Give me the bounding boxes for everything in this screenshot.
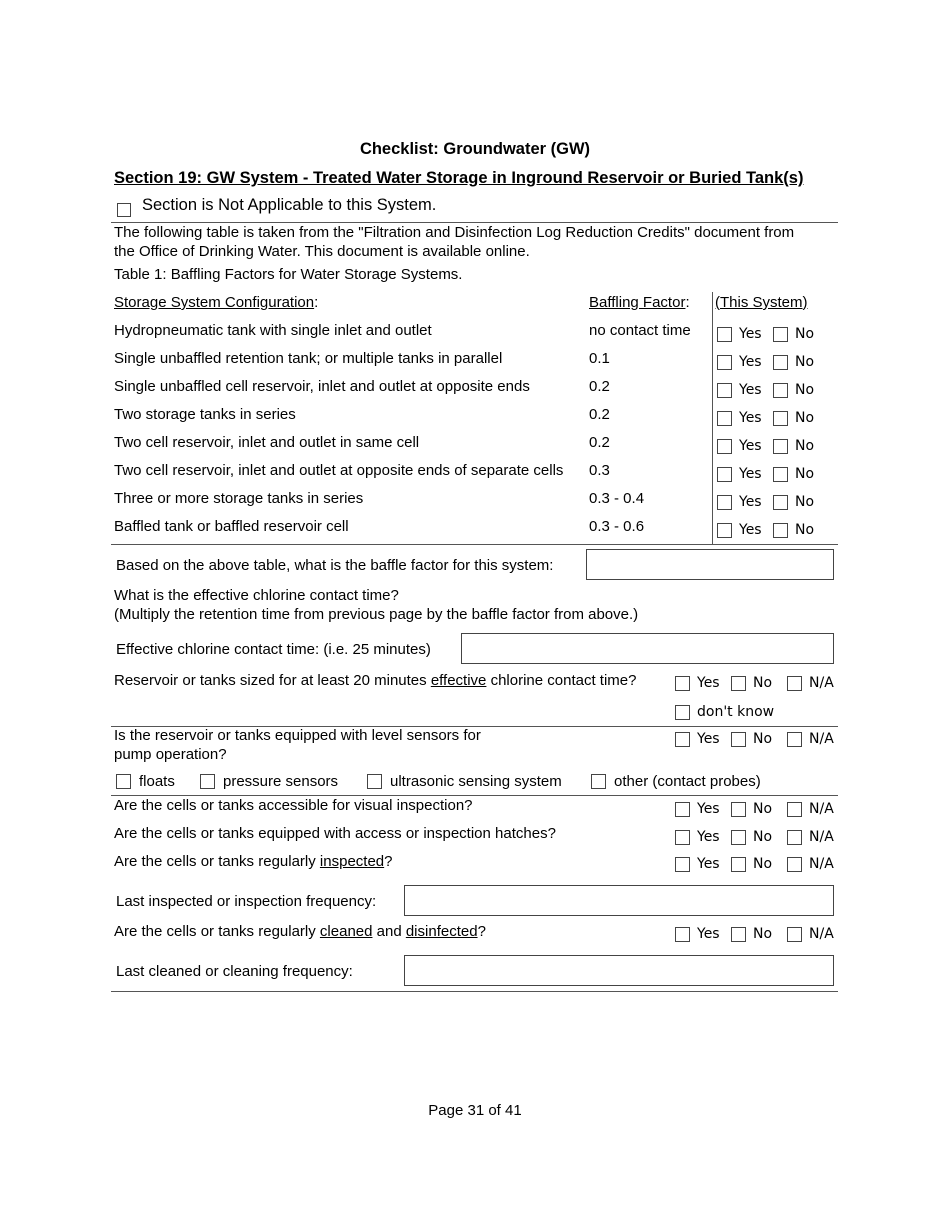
checkbox[interactable] bbox=[731, 830, 746, 845]
q-text: ? bbox=[477, 923, 486, 940]
row-no-option[interactable] bbox=[773, 410, 814, 426]
sensor-ultrasonic[interactable] bbox=[367, 773, 562, 790]
colon: : bbox=[685, 294, 690, 311]
yes-option[interactable] bbox=[675, 926, 720, 942]
q-text: Reservoir or tanks sized for at least 20 minutes bbox=[114, 672, 431, 689]
checkbox[interactable] bbox=[787, 732, 802, 747]
not-applicable-checkbox[interactable] bbox=[117, 203, 131, 217]
na-option[interactable] bbox=[787, 675, 834, 691]
checkbox[interactable] bbox=[717, 411, 732, 426]
yes-label: Yes bbox=[739, 494, 762, 510]
last-inspected-input[interactable] bbox=[404, 885, 834, 916]
contact-time-instructions: (Multiply the retention time from previous page by the baffle factor from above.) bbox=[114, 606, 639, 623]
checkbox[interactable] bbox=[773, 523, 788, 538]
no-label: No bbox=[795, 494, 815, 510]
section-title: Section 19: GW System - Treated Water Storage in Inground Reservoir or Buried Tank(s) bbox=[114, 169, 804, 187]
checkbox[interactable] bbox=[787, 857, 802, 872]
yes-label: Yes bbox=[697, 801, 720, 817]
row-no-option[interactable] bbox=[773, 326, 814, 342]
col-header-config-text: Storage System Configuration bbox=[114, 294, 315, 311]
row-no-option[interactable] bbox=[773, 494, 814, 510]
row-no-option[interactable] bbox=[773, 438, 814, 454]
row-no-option[interactable] bbox=[773, 522, 814, 538]
page-number: Page 31 of 41 bbox=[428, 1102, 522, 1119]
contact-time-question: What is the effective chlorine contact time? bbox=[114, 587, 399, 604]
row-yes-option[interactable] bbox=[717, 522, 762, 538]
no-label: No bbox=[753, 731, 773, 747]
table-row-config: Single unbaffled cell reservoir, inlet and outlet at opposite ends bbox=[114, 378, 530, 395]
yes-label: Yes bbox=[697, 731, 720, 747]
no-label: No bbox=[795, 438, 815, 454]
checkbox[interactable] bbox=[717, 355, 732, 370]
q-underlined: inspected bbox=[319, 853, 385, 870]
checkbox[interactable] bbox=[717, 327, 732, 342]
not-applicable-label: Section is Not Applicable to this System. bbox=[142, 196, 437, 214]
checkbox[interactable] bbox=[773, 383, 788, 398]
sensor-label: floats bbox=[139, 773, 175, 790]
divider bbox=[111, 222, 838, 223]
divider bbox=[111, 795, 838, 796]
checkbox[interactable] bbox=[675, 802, 690, 817]
checkbox[interactable] bbox=[675, 705, 690, 720]
yes-option[interactable] bbox=[675, 801, 720, 817]
checkbox[interactable] bbox=[787, 802, 802, 817]
checkbox[interactable] bbox=[717, 467, 732, 482]
table-row-config: Baffled tank or baffled reservoir cell bbox=[114, 518, 349, 535]
row-yes-option[interactable] bbox=[717, 466, 762, 482]
checkbox[interactable] bbox=[675, 830, 690, 845]
yes-option[interactable] bbox=[675, 675, 720, 691]
checkbox[interactable] bbox=[773, 495, 788, 510]
sized-question bbox=[114, 672, 636, 689]
yes-label: Yes bbox=[739, 466, 762, 482]
sensor-other[interactable] bbox=[591, 773, 761, 790]
effective-contact-input[interactable] bbox=[461, 633, 834, 664]
na-option[interactable] bbox=[787, 801, 834, 817]
no-option[interactable] bbox=[731, 731, 772, 747]
yes-label: Yes bbox=[739, 354, 762, 370]
yes-label: Yes bbox=[739, 382, 762, 398]
q-text: chlorine contact time? bbox=[486, 672, 637, 689]
table-row-factor: 0.2 bbox=[589, 406, 610, 423]
no-label: No bbox=[795, 410, 815, 426]
checkbox[interactable] bbox=[717, 523, 732, 538]
checkbox[interactable] bbox=[773, 411, 788, 426]
checkbox[interactable] bbox=[787, 676, 802, 691]
yes-label: Yes bbox=[739, 438, 762, 454]
na-option[interactable] bbox=[787, 829, 834, 845]
no-option[interactable] bbox=[731, 856, 772, 872]
no-label: No bbox=[795, 326, 815, 342]
na-option[interactable] bbox=[787, 731, 834, 747]
checkbox[interactable] bbox=[591, 774, 606, 789]
dont-know-label: don't know bbox=[697, 704, 775, 720]
row-yes-option[interactable] bbox=[717, 354, 762, 370]
no-label: No bbox=[795, 354, 815, 370]
checkbox[interactable] bbox=[787, 927, 802, 942]
sensor-floats[interactable] bbox=[116, 773, 175, 790]
checkbox[interactable] bbox=[731, 927, 746, 942]
no-label: No bbox=[753, 829, 773, 845]
no-option[interactable] bbox=[731, 926, 772, 942]
checkbox[interactable] bbox=[367, 774, 382, 789]
q-text: Are the cells or tanks regularly bbox=[114, 923, 320, 940]
na-option[interactable] bbox=[787, 856, 834, 872]
row-yes-option[interactable] bbox=[717, 494, 762, 510]
checkbox[interactable] bbox=[717, 495, 732, 510]
intro-line-1: The following table is taken from the "Filtration and Disinfection Log Reduction Credits" document from bbox=[114, 224, 795, 241]
paren: ) bbox=[802, 294, 808, 311]
yes-option[interactable] bbox=[675, 829, 720, 845]
row-no-option[interactable] bbox=[773, 354, 814, 370]
row-yes-option[interactable] bbox=[717, 438, 762, 454]
no-label: No bbox=[753, 856, 773, 872]
checkbox[interactable] bbox=[200, 774, 215, 789]
sensor-label: pressure sensors bbox=[223, 773, 339, 790]
effective-contact-label: Effective chlorine contact time: (i.e. 25 minutes) bbox=[116, 641, 431, 658]
row-yes-option[interactable] bbox=[717, 326, 762, 342]
no-option[interactable] bbox=[731, 675, 772, 691]
table-row-config: Two storage tanks in series bbox=[114, 406, 296, 423]
page-title: Checklist: Groundwater (GW) bbox=[359, 140, 591, 158]
na-label: N/A bbox=[809, 926, 834, 942]
yes-label: Yes bbox=[697, 926, 720, 942]
na-label: N/A bbox=[809, 731, 834, 747]
no-label: No bbox=[753, 801, 773, 817]
q-text: Are the cells or tanks regularly bbox=[114, 853, 320, 870]
hatches-question: Are the cells or tanks equipped with access or inspection hatches? bbox=[114, 825, 556, 842]
accessible-question: Are the cells or tanks accessible for visual inspection? bbox=[114, 797, 473, 814]
table-row-factor: 0.2 bbox=[589, 378, 610, 395]
last-cleaned-input[interactable] bbox=[404, 955, 834, 986]
na-label: N/A bbox=[809, 856, 834, 872]
table-row-config: Two cell reservoir, inlet and outlet at opposite ends of separate cells bbox=[114, 462, 564, 479]
no-label: No bbox=[795, 522, 815, 538]
level-sensors-question: Is the reservoir or tanks equipped with level sensors for bbox=[114, 727, 481, 744]
inspected-question bbox=[114, 853, 392, 870]
dont-know-option[interactable] bbox=[675, 704, 774, 720]
table-row-config: Three or more storage tanks in series bbox=[114, 490, 364, 507]
no-label: No bbox=[753, 926, 773, 942]
baffle-factor-input[interactable] bbox=[586, 549, 834, 580]
table-row-factor: no contact time bbox=[589, 322, 691, 339]
checkbox[interactable] bbox=[773, 355, 788, 370]
row-yes-option[interactable] bbox=[717, 382, 762, 398]
yes-label: Yes bbox=[697, 829, 720, 845]
checkbox[interactable] bbox=[675, 927, 690, 942]
checkbox[interactable] bbox=[773, 327, 788, 342]
level-sensors-question-2: pump operation? bbox=[114, 746, 227, 763]
row-no-option[interactable] bbox=[773, 382, 814, 398]
col-header-factor bbox=[589, 294, 690, 311]
last-cleaned-label: Last cleaned or cleaning frequency: bbox=[116, 963, 353, 980]
checkbox[interactable] bbox=[731, 676, 746, 691]
table-row-factor: 0.1 bbox=[589, 350, 610, 367]
col-header-system-text: This System bbox=[720, 294, 803, 311]
checkbox[interactable] bbox=[116, 774, 131, 789]
divider bbox=[111, 991, 838, 992]
cleaned-question bbox=[114, 923, 486, 940]
intro-line-2: the Office of Drinking Water. This document is available online. bbox=[114, 243, 530, 260]
no-label: No bbox=[753, 675, 773, 691]
q-underlined: cleaned bbox=[319, 923, 373, 940]
no-label: No bbox=[795, 466, 815, 482]
last-inspected-label: Last inspected or inspection frequency: bbox=[116, 893, 377, 910]
yes-option[interactable] bbox=[675, 856, 720, 872]
checkbox[interactable] bbox=[731, 732, 746, 747]
yes-option[interactable] bbox=[675, 731, 720, 747]
sensor-label: ultrasonic sensing system bbox=[390, 773, 562, 790]
paren: ( bbox=[715, 294, 720, 311]
column-divider bbox=[712, 292, 713, 544]
table-row-factor: 0.2 bbox=[589, 434, 610, 451]
checkbox[interactable] bbox=[675, 676, 690, 691]
table-row-factor: 0.3 - 0.4 bbox=[589, 490, 645, 507]
yes-label: Yes bbox=[697, 856, 720, 872]
na-label: N/A bbox=[809, 675, 834, 691]
checkbox[interactable] bbox=[787, 830, 802, 845]
checkbox[interactable] bbox=[773, 439, 788, 454]
divider bbox=[111, 544, 838, 545]
q-underlined: disinfected bbox=[405, 923, 478, 940]
colon: : bbox=[314, 294, 319, 311]
q-text: ? bbox=[384, 853, 393, 870]
baffle-factor-label: Based on the above table, what is the baffle factor for this system: bbox=[116, 557, 554, 574]
table-caption: Table 1: Baffling Factors for Water Storage Systems. bbox=[114, 266, 463, 283]
yes-label: Yes bbox=[739, 326, 762, 342]
yes-label: Yes bbox=[739, 410, 762, 426]
sensor-label: other (contact probes) bbox=[614, 773, 761, 790]
checkbox[interactable] bbox=[731, 857, 746, 872]
na-label: N/A bbox=[809, 829, 834, 845]
no-label: No bbox=[795, 382, 815, 398]
row-no-option[interactable] bbox=[773, 466, 814, 482]
checkbox[interactable] bbox=[773, 467, 788, 482]
checkbox[interactable] bbox=[731, 802, 746, 817]
yes-label: Yes bbox=[739, 522, 762, 538]
checkbox[interactable] bbox=[675, 732, 690, 747]
col-header-config bbox=[114, 294, 318, 311]
checkbox[interactable] bbox=[717, 439, 732, 454]
row-yes-option[interactable] bbox=[717, 410, 762, 426]
table-row-config: Hydropneumatic tank with single inlet and outlet bbox=[114, 322, 432, 339]
na-option[interactable] bbox=[787, 926, 834, 942]
na-label: N/A bbox=[809, 801, 834, 817]
table-row-config: Single unbaffled retention tank; or multiple tanks in parallel bbox=[114, 350, 503, 367]
col-header-system bbox=[715, 294, 808, 311]
checkbox[interactable] bbox=[717, 383, 732, 398]
no-option[interactable] bbox=[731, 829, 772, 845]
table-row-factor: 0.3 bbox=[589, 462, 610, 479]
yes-label: Yes bbox=[697, 675, 720, 691]
q-underlined: effective bbox=[430, 672, 487, 689]
no-option[interactable] bbox=[731, 801, 772, 817]
col-header-factor-text: Baffling Factor bbox=[589, 294, 686, 311]
q-text: and bbox=[372, 923, 406, 940]
sensor-pressure[interactable] bbox=[200, 773, 338, 790]
checkbox[interactable] bbox=[675, 857, 690, 872]
table-row-factor: 0.3 - 0.6 bbox=[589, 518, 645, 535]
table-row-config: Two cell reservoir, inlet and outlet in same cell bbox=[114, 434, 420, 451]
